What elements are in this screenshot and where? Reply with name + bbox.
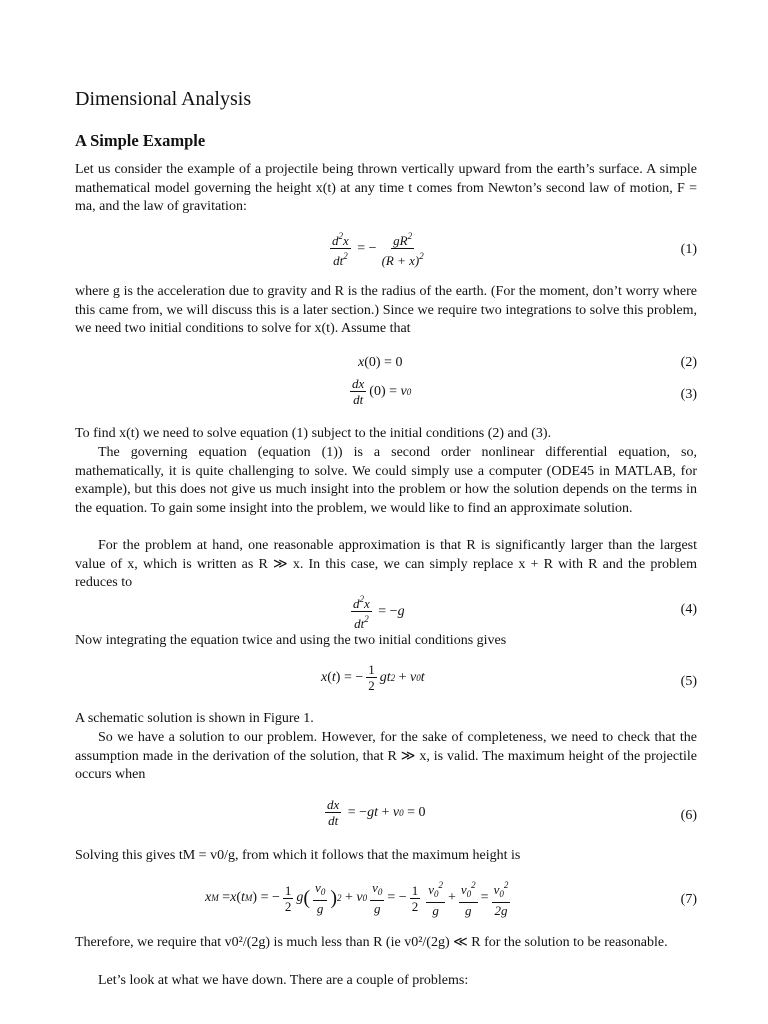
equation-1: $\frac{d^2x}{dt^2}$ = − $\frac{gR^2}{(R + x)^2}$ (1)	[332, 231, 697, 268]
paragraph-governing: The governing equation (equation (1)) is a second order nonlinear differential equation, so, mathematically, it is quite challenging to solve. We could simply use a computer (ODE45 in MATLAB, for example), but this does not give us much insight into the problem or how the solution depends on the terms in the equation. To gain some insight into the problem, we would like to find an approximate solution.	[75, 445, 697, 516]
equation-number-1: (1)	[680, 242, 697, 257]
paragraph-problems: Let’s look at what we have down. There are a couple of problems:	[98, 973, 469, 988]
paragraph-requirement: Therefore, we require that v0²/(2g) is much less than R (ie v0²/(2g) ≪ R for the solution to be reasonable.	[75, 935, 668, 950]
equation-number-2: (2)	[680, 355, 697, 370]
paragraph-approximation: For the problem at hand, one reasonable approximation is that R is significantly larger than the largest value of x, which is written as R ≫ x. In this case, we can simply replace x + R with R and the problem reduces to	[75, 538, 697, 591]
equation-2: x (0) = 0 (2)	[358, 355, 697, 370]
equation-number-6: (6)	[680, 808, 697, 823]
paragraph-max-height: Solving this gives tM = v0/g, from which it follows that the maximum height is	[75, 848, 521, 863]
page-title: Dimensional Analysis	[75, 88, 252, 110]
equation-number-4: (4)	[680, 602, 697, 617]
paragraph-intro: Let us consider the example of a projectile being thrown vertically upward from the earth’s surface. A simple mathematical model governing the height x(t) at any time t comes from Newton’s second law of motion, F = ma, and the law of gravitation:	[75, 162, 697, 215]
equation-7: x M = x ( t M ) = − $\frac{1}{2}$ g ( $\frac{v_0}{g}$ ) 2 + v 0 $\frac{v_0}{g}$ = − $\frac{1}{2}$ $\frac{v_0^2}{g}$ + $\frac{v_0^2}{g}$ = $\frac{v_0^2}{2g}$ (7)	[205, 880, 697, 918]
paragraph-check: So we have a solution to our problem. However, for the sake of completeness, we need to check that the assumption made in the derivation of the solution, that R ≫ x, is valid. The maximum height of the projectile occurs when	[75, 730, 697, 783]
paragraph-schematic: A schematic solution is shown in Figure 1.	[75, 711, 314, 726]
section-heading: A Simple Example	[75, 131, 206, 150]
equation-number-5: (5)	[680, 674, 697, 689]
equation-3: $\frac{dx}{dt}$ (0) = v 0 (3)	[352, 376, 697, 407]
equation-5: x ( t ) = − $\frac{1}{2}$ gt 2 + v 0 t (5)	[321, 662, 697, 693]
equation-number-3: (3)	[680, 387, 697, 402]
equation-4: $\frac{d^2x}{dt^2}$ = − g (4)	[353, 594, 697, 631]
paragraph-solve: To find x(t) we need to solve equation (1) subject to the initial conditions (2) and (3).	[75, 426, 552, 441]
paragraph-gravity: where g is the acceleration due to gravity and R is the radius of the earth. (For the moment, don’t worry where this came from, we will discuss this is a later section.) Since we require two integrations to solve this problem, we need two initial conditions to solve for x(t). Assume that	[75, 284, 697, 337]
equation-number-7: (7)	[680, 892, 697, 907]
paragraph-integrating: Now integrating the equation twice and using the two initial conditions gives	[75, 633, 507, 648]
equation-6: $\frac{dx}{dt}$ = − gt + v 0 = 0 (6)	[327, 797, 697, 828]
